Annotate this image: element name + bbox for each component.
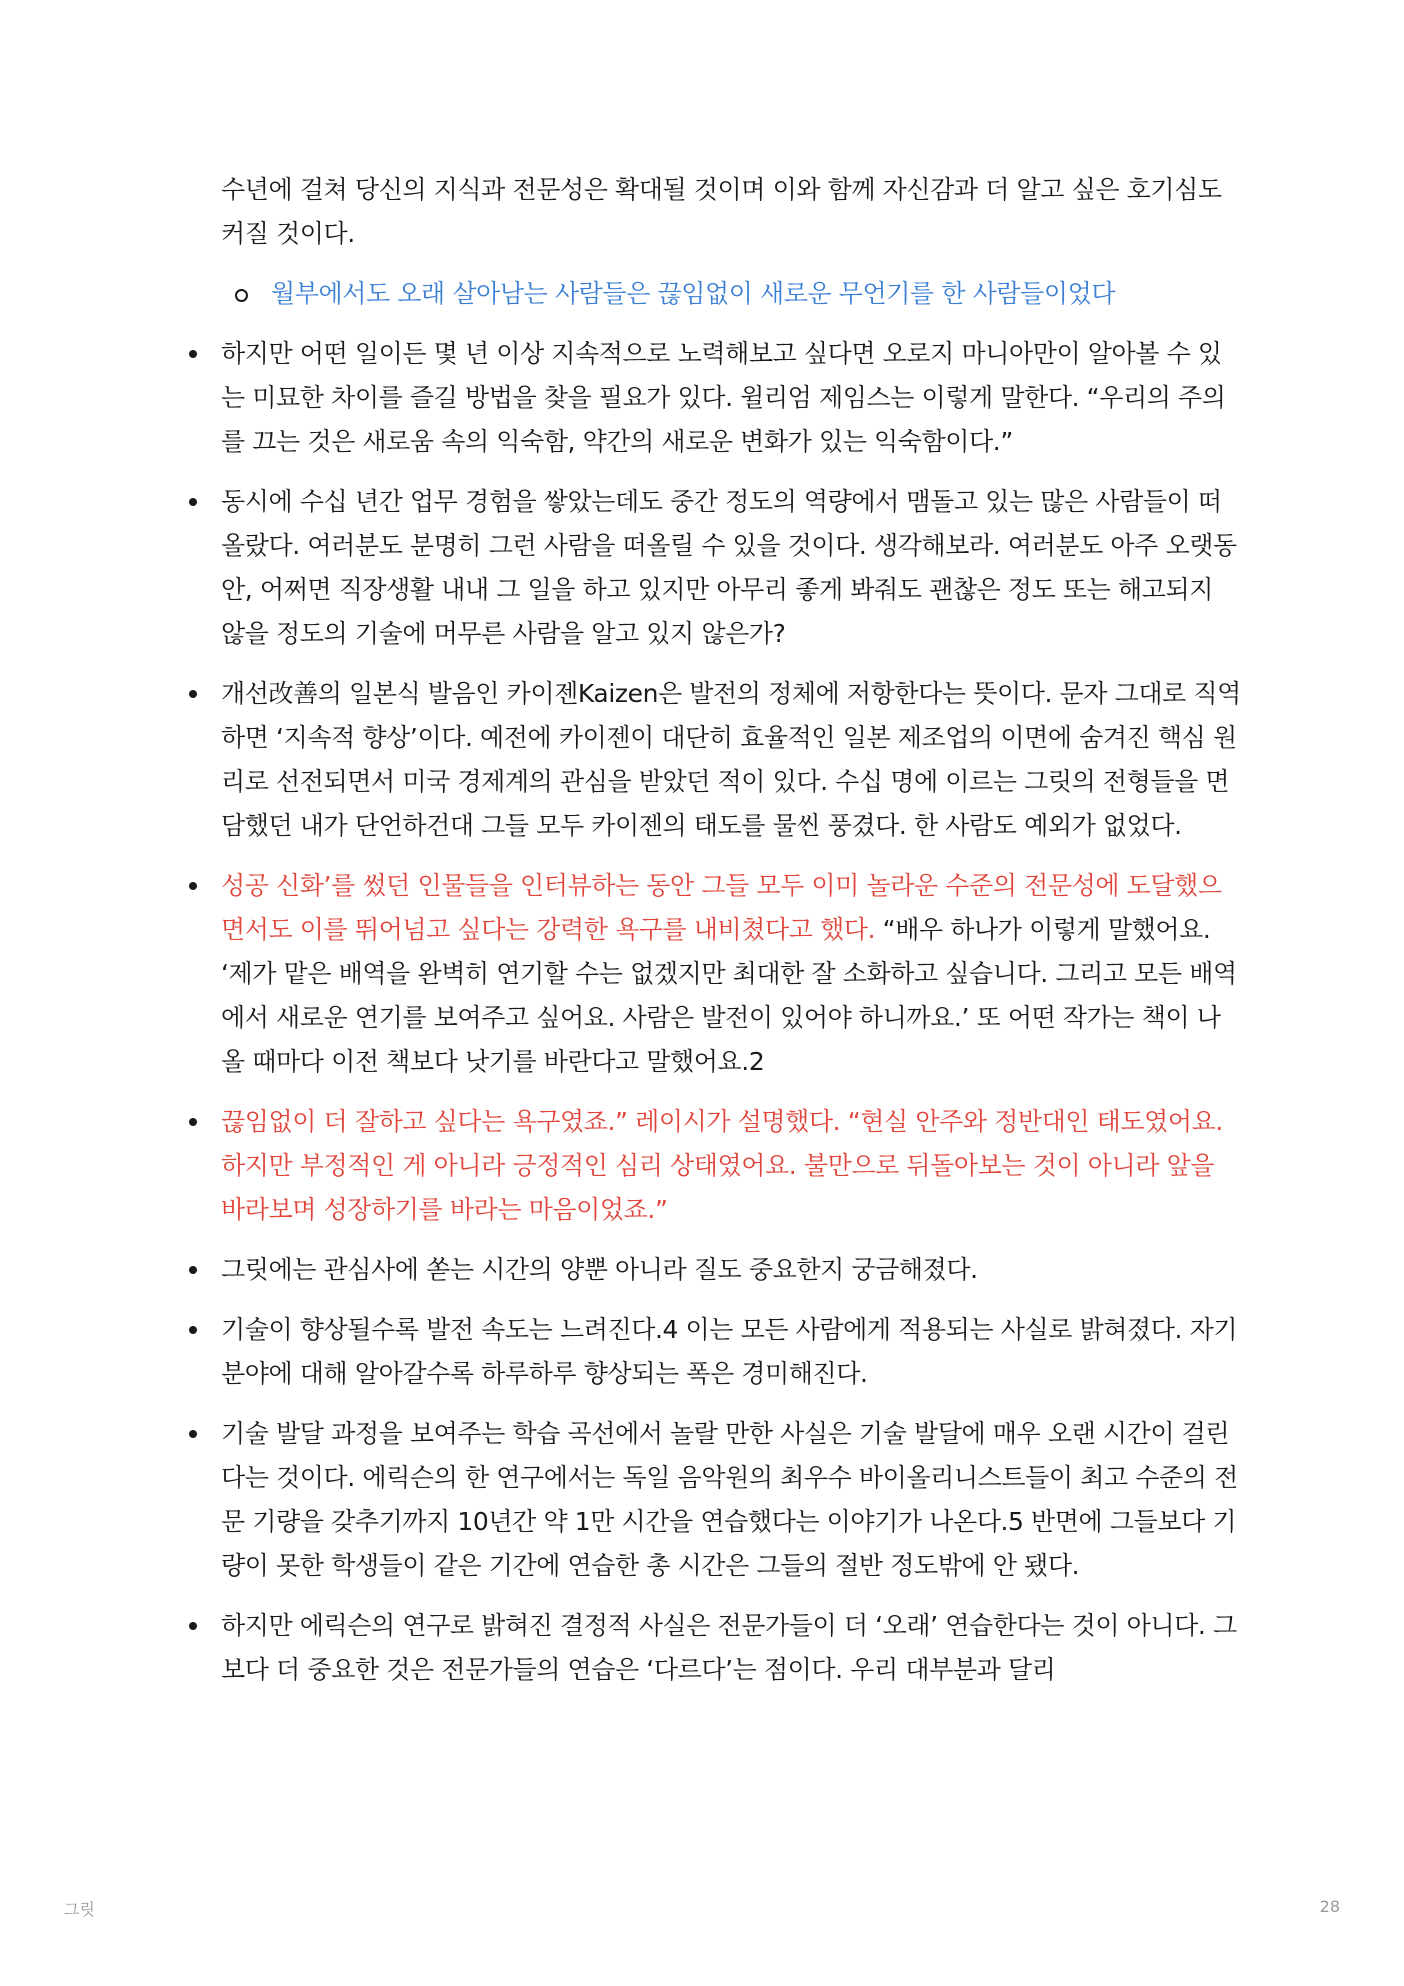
bullet-item-9 bbox=[221, 1604, 1241, 1692]
bullet-item-8 bbox=[221, 1412, 1241, 1588]
sub-list bbox=[221, 272, 1241, 316]
bullet-text: 개선改善의 일본식 발음인 카이젠Kaizen은 발전의 정체에 저항한다는 뜻이다. 문자 그대로 직역하면 ‘지속적 향상’이다. 예전에 카이젠이 대단히 효율적인 일본 제조업의 이면에 숨겨진 핵심 원리로 선전되면서 미국 경제계의 관심을 받았던 적이 있다. 수십 명에 이르는 그릿의 전형들을 면담했던 내가 단언하건대 그들 모두 카이젠의 태도를 물씬 풍겼다. 한 사람도 예외가 없었다. bbox=[221, 679, 1241, 840]
bullet-text: 하지만 에릭슨의 연구로 밝혀진 결정적 사실은 전문가들이 더 ‘오래’ 연습한다는 것이 아니다. 그보다 더 중요한 것은 전문가들의 연습은 ‘다르다’는 점이다. 우리 대부분과 달리 bbox=[221, 1611, 1237, 1684]
highlighted-text: 성공 신화’를 썼던 인물들을 인터뷰하는 동안 그들 모두 이미 놀라운 수준의 전문성에 도달했으면서도 이를 뛰어넘고 싶다는 강력한 욕구를 내비쳤다고 했다. bbox=[221, 871, 1222, 944]
sub-list-item: 월부에서도 오래 살아남는 사람들은 끊임없이 새로운 무언기를 한 사람들이었다 bbox=[221, 272, 1241, 316]
bullet-text: 기술이 향상될수록 발전 속도는 느려진다.4 이는 모든 사람에게 적용되는 사실로 밝혀졌다. 자기 분야에 대해 알아갈수록 하루하루 향상되는 폭은 경미해진다. bbox=[221, 1315, 1238, 1388]
bullet-text: 기술 발달 과정을 보여주는 학습 곡선에서 놀랄 만한 사실은 기술 발달에 매우 오랜 시간이 걸린다는 것이다. 에릭슨의 한 연구에서는 독일 음악원의 최우수 바이올리니스트들이 최고 수준의 전문 기량을 갖추기까지 10년간 약 1만 시간을 연습했다는 이야기가 나온다.5 반면에 그들보다 기량이 못한 학생들이 같은 기간에 연습한 총 시간은 그들의 절반 정도밖에 안 됐다. bbox=[221, 1419, 1238, 1580]
bullet-item-4 bbox=[221, 864, 1241, 1084]
bullet-item-2 bbox=[221, 480, 1241, 656]
bullet-list bbox=[221, 332, 1241, 1692]
bullet-text: 동시에 수십 년간 업무 경험을 쌓았는데도 중간 정도의 역량에서 맴돌고 있는 많은 사람들이 떠올랐다. 여러분도 분명히 그런 사람을 떠올릴 수 있을 것이다. 생각해보라. 여러분도 아주 오랫동안, 어쩌면 직장생활 내내 그 일을 하고 있지만 아무리 좋게 봐줘도 괜찮은 정도 또는 해고되지 않을 정도의 기술에 머무른 사람을 알고 있지 않은가? bbox=[221, 487, 1237, 648]
bullet-item-7 bbox=[221, 1308, 1241, 1396]
bullet-text: 그릿에는 관심사에 쏟는 시간의 양뿐 아니라 질도 중요한지 궁금해졌다. bbox=[221, 1255, 978, 1284]
footer-page-number: 28 bbox=[1319, 1897, 1340, 1916]
bullet-text: 하지만 어떤 일이든 몇 년 이상 지속적으로 노력해보고 싶다면 오로지 마니아만이 알아볼 수 있는 미묘한 차이를 즐길 방법을 찾을 필요가 있다. 윌리엄 제임스는 이렇게 말한다. “우리의 주의를 끄는 것은 새로움 속의 익숙함, 약간의 새로운 변화가 있는 익숙함이다.” bbox=[221, 339, 1226, 456]
bullet-item-1 bbox=[221, 332, 1241, 464]
page-content bbox=[221, 168, 1241, 1708]
bullet-item-5 bbox=[221, 1100, 1241, 1232]
bullet-item-3 bbox=[221, 672, 1241, 848]
bullet-item-6 bbox=[221, 1248, 1241, 1292]
bullet-text: “배우 하나가 이렇게 말했어요. ‘제가 맡은 배역을 완벽히 연기할 수는 없겠지만 최대한 잘 소화하고 싶습니다. 그리고 모든 배역에서 새로운 연기를 보여주고 싶어요. 사람은 발전이 있어야 하니까요.’ 또 어떤 작가는 책이 나올 때마다 이전 책보다 낫기를 바란다고 말했어요.2 bbox=[221, 915, 1237, 1076]
highlighted-text: 끊임없이 더 잘하고 싶다는 욕구였죠.” 레이시가 설명했다. “현실 안주와 정반대인 태도였어요. 하지만 부정적인 게 아니라 긍정적인 심리 상태였어요. 불만으로 뒤돌아보는 것이 아니라 앞을 바라보며 성장하기를 바라는 마음이었죠.” bbox=[221, 1107, 1223, 1224]
footer-book-title: 그릿 bbox=[64, 1900, 95, 1919]
intro-paragraph: 수년에 걸쳐 당신의 지식과 전문성은 확대될 것이며 이와 함께 자신감과 더 알고 싶은 호기심도 커질 것이다. bbox=[221, 175, 1222, 248]
